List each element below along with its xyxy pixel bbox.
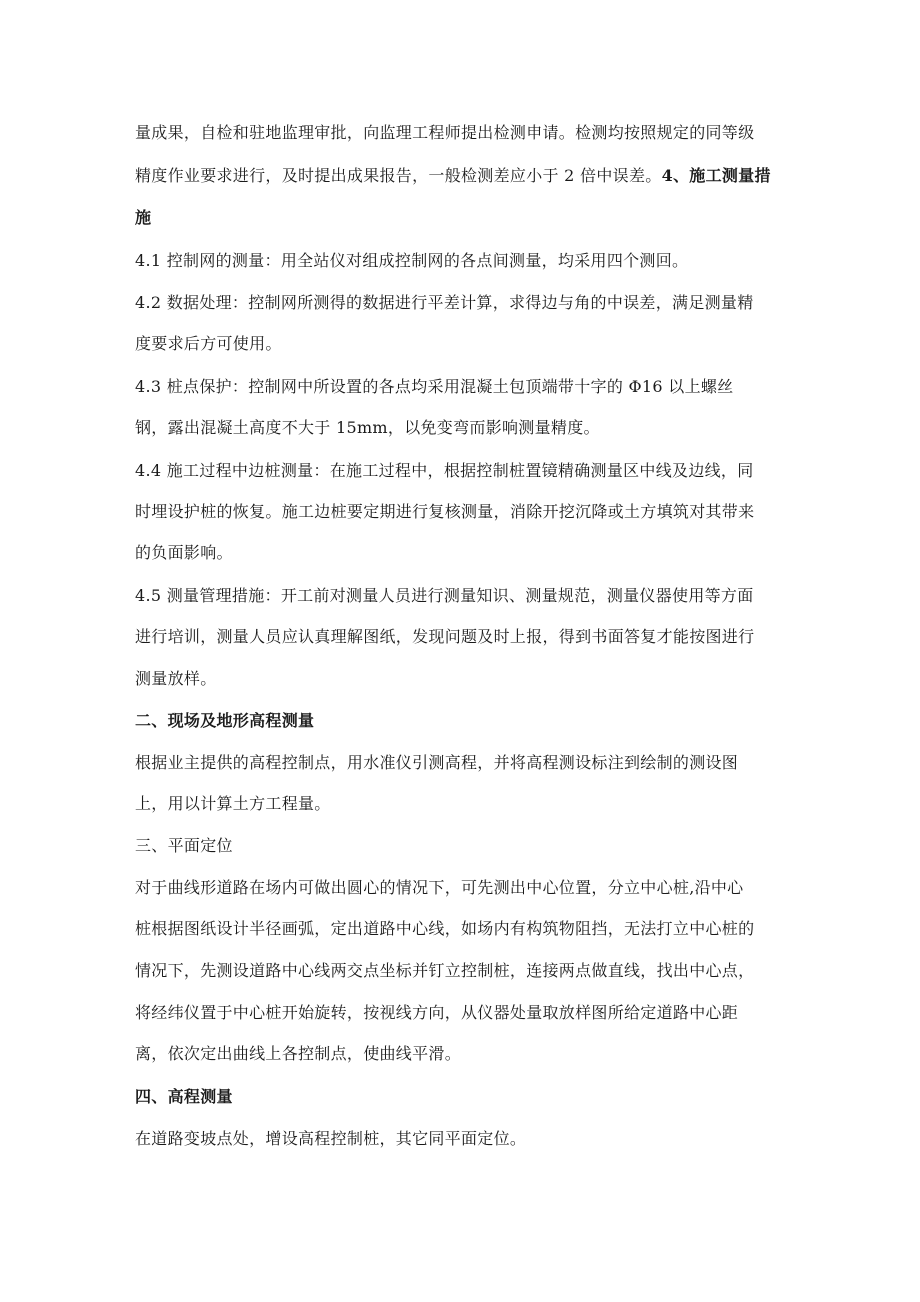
item-4-4-line-3: 的负面影响。: [135, 543, 233, 562]
item-4-5-line-2: 进行培训，测量人员应认真理解图纸，发现问题及时上报，得到书面答复才能按图进行: [135, 627, 755, 646]
section-3-line-4: 将经纬仪置于中心桩开始旋转，按视线方向，从仪器处量取放样图所给定道路中心距: [135, 1003, 739, 1022]
section-4-line-1: 在道路变坡点处，增设高程控制桩，其它同平面定位。: [135, 1129, 527, 1148]
item-4-2-line-1: 4.2 数据处理：控制网所测得的数据进行平差计算，求得边与角的中误差，满足测量精: [135, 293, 754, 312]
item-4-4-line-1: 4.4 施工过程中边桩测量：在施工过程中，根据控制桩置镜精确测量区中线及边线，同: [135, 461, 754, 480]
item-4-4-line-2: 时埋设护桩的恢复。施工边桩要定期进行复核测量，消除开挖沉降或土方填筑对其带来: [135, 502, 755, 521]
item-4-5-line-3: 测量放样。: [135, 669, 217, 688]
text-line-1: 量成果，自检和驻地监理审批，向监理工程师提出检测申请。检测均按照规定的同等级: [135, 123, 755, 142]
section-2-line-2: 上，用以计算土方工程量。: [135, 794, 331, 813]
item-4-3-line-1: 4.3 桩点保护：控制网中所设置的各点均采用混凝土包顶端带十字的 Φ16 以上螺丝: [135, 377, 734, 396]
section-3-line-5: 离，依次定出曲线上各控制点，使曲线平滑。: [135, 1044, 462, 1063]
section-3-line-1: 对于曲线形道路在场内可做出圆心的情况下，可先测出中心位置，分立中心桩,沿中心: [135, 878, 744, 897]
text-line-2-heading-start: 4、施工测量措: [661, 166, 771, 185]
section-3-line-2: 桩根据图纸设计半径画弧，定出道路中心线，如场内有构筑物阻挡，无法打立中心桩的: [135, 919, 755, 938]
text-line-2-normal: 精度作业要求进行，及时提出成果报告，一般检测差应小于 2 倍中误差。: [135, 166, 662, 185]
item-4-3-line-2: 钢，露出混凝土高度不大于 15mm，以免变弯而影响测量精度。: [135, 418, 600, 437]
section-heading-continuation: 施: [135, 208, 152, 227]
section-heading-2: 二、现场及地形高程测量: [135, 711, 315, 730]
section-3-line-3: 情况下，先测设道路中心线两交点坐标并钉立控制桩，连接两点做直线，找出中心点，: [135, 961, 755, 980]
section-heading-4: 四、高程测量: [135, 1087, 233, 1106]
item-4-1: 4.1 控制网的测量：用全站仪对组成控制网的各点间测量，均采用四个测回。: [135, 251, 689, 270]
text-line-2: [135, 166, 795, 186]
item-4-2-line-2: 度要求后方可使用。: [135, 334, 282, 353]
section-2-line-1: 根据业主提供的高程控制点，用水准仪引测高程，并将高程测设标注到绘制的测设图: [135, 753, 739, 772]
section-heading-3: 三、平面定位: [135, 836, 233, 855]
item-4-5-line-1: 4.5 测量管理措施：开工前对测量人员进行测量知识、测量规范，测量仪器使用等方面: [135, 586, 754, 605]
